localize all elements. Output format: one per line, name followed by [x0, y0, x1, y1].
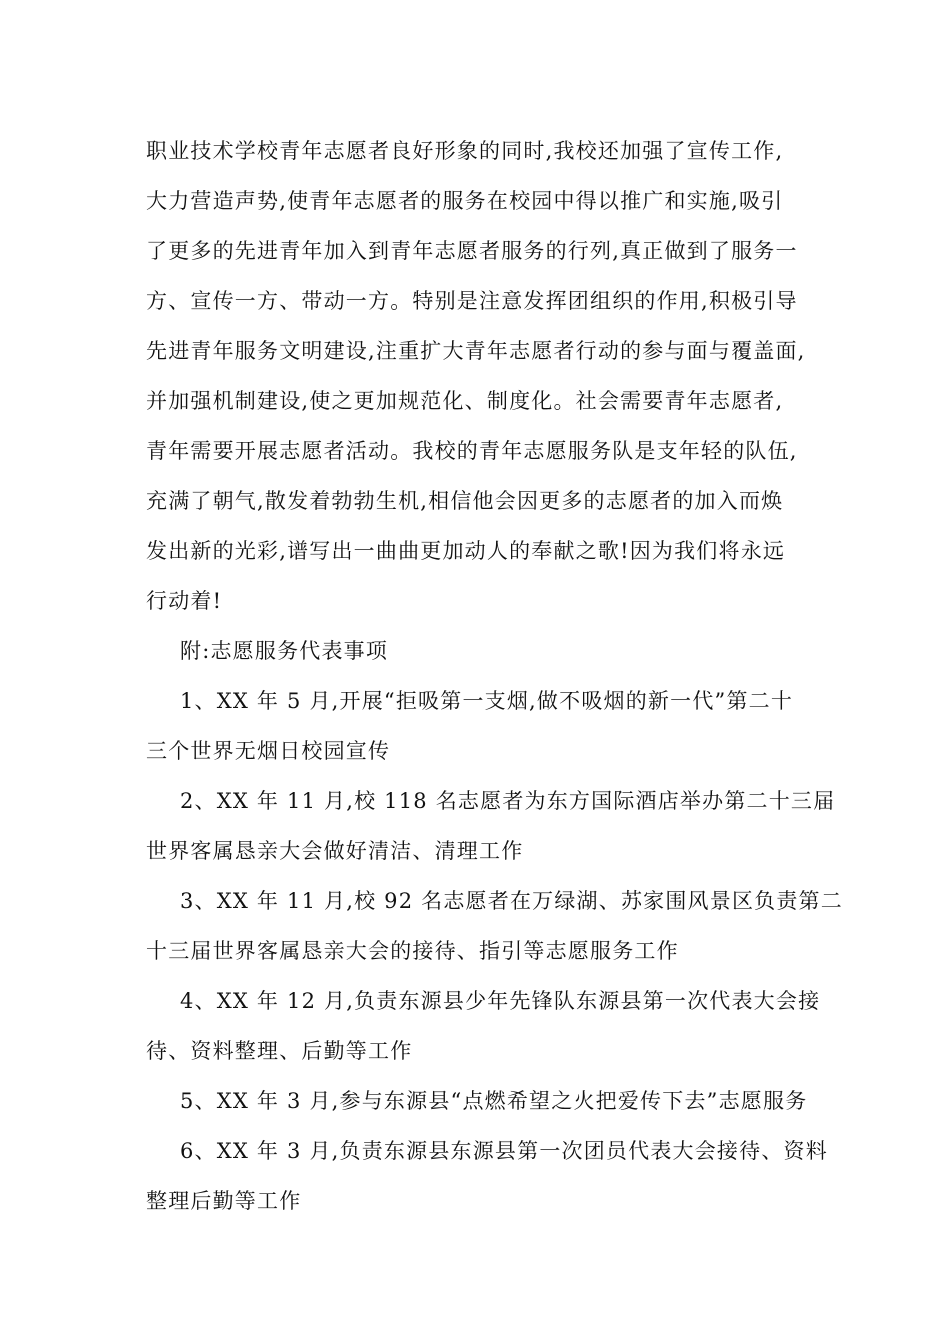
- list-item-continuation: 世界客属恳亲大会做好清洁、清理工作: [146, 839, 524, 863]
- paragraph-line: 职业技术学校青年志愿者良好形象的同时,我校还加强了宣传工作,: [146, 139, 784, 163]
- list-item: 3、XX 年 11 月,校 92 名志愿者在万绿湖、苏家围风景区负责第二: [180, 889, 843, 913]
- paragraph-line: 方、宣传一方、带动一方。特别是注意发挥团组织的作用,积极引导: [146, 289, 798, 313]
- list-item: 2、XX 年 11 月,校 118 名志愿者为东方国际酒店举办第二十三届: [180, 789, 836, 813]
- appendix-heading: 附:志愿服务代表事项: [180, 639, 389, 663]
- list-item-continuation: 整理后勤等工作: [146, 1189, 302, 1213]
- list-item-continuation: 待、资料整理、后勤等工作: [146, 1039, 413, 1063]
- paragraph-line: 发出新的光彩,谱写出一曲曲更加动人的奉献之歌!因为我们将永远: [146, 539, 786, 563]
- list-item: 4、XX 年 12 月,负责东源县少年先锋队东源县第一次代表大会接: [180, 989, 821, 1013]
- list-item: 6、XX 年 3 月,负责东源县东源县第一次团员代表大会接待、资料: [180, 1139, 828, 1163]
- paragraph-line: 充满了朝气,散发着勃勃生机,相信他会因更多的志愿者的加入而焕: [146, 489, 784, 513]
- list-item: 5、XX 年 3 月,参与东源县“点燃希望之火把爱传下去”志愿服务: [180, 1089, 808, 1113]
- paragraph-line: 先进青年服务文明建设,注重扩大青年志愿者行动的参与面与覆盖面,: [146, 339, 806, 363]
- paragraph-line: 大力营造声势,使青年志愿者的服务在校园中得以推广和实施,吸引: [146, 189, 784, 213]
- list-item-continuation: 十三届世界客属恳亲大会的接待、指引等志愿服务工作: [146, 939, 679, 963]
- list-item-continuation: 三个世界无烟日校园宣传: [146, 739, 391, 763]
- paragraph-line: 行动着!: [146, 589, 223, 613]
- paragraph-line: 了更多的先进青年加入到青年志愿者服务的行列,真正做到了服务一: [146, 239, 798, 263]
- list-item: 1、XX 年 5 月,开展“拒吸第一支烟,做不吸烟的新一代”第二十: [180, 689, 794, 713]
- paragraph-line: 并加强机制建设,使之更加规范化、制度化。社会需要青年志愿者,: [146, 389, 784, 413]
- paragraph-line: 青年需要开展志愿者活动。我校的青年志愿服务队是支年轻的队伍,: [146, 439, 798, 463]
